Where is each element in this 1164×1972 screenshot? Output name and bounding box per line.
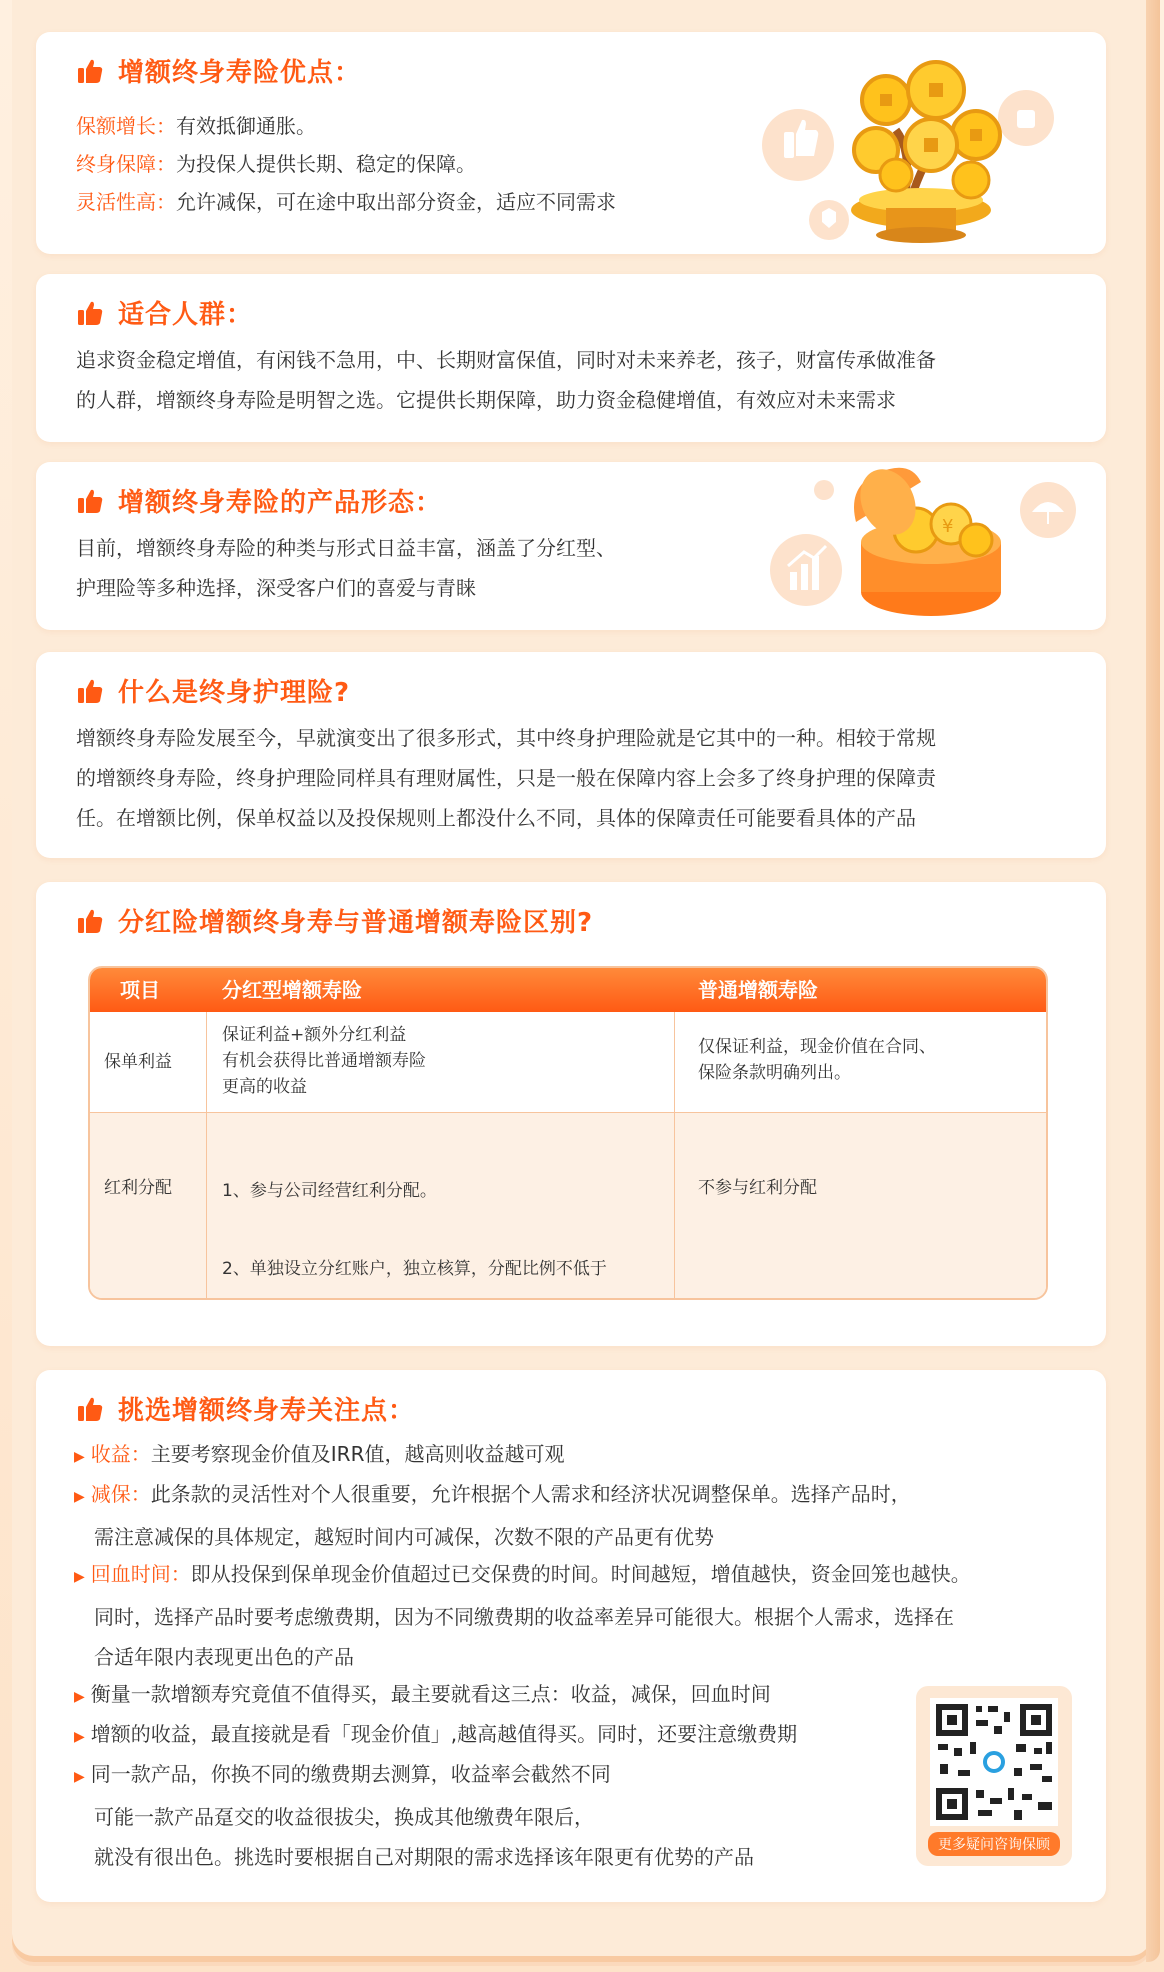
tip-item: ▶ 回血时间：即从投保到保单现金价值超过已交保费的时间。时间越短，增值越快，资金回笼也越快。 同时，选择产品时要考虑缴费期，因为不同缴费期的收益率差异可能很大。根据个人需求，选择在 合适年限内表现更出色的产品 xyxy=(74,1562,971,1669)
qr-code[interactable] xyxy=(930,1698,1058,1826)
row-item: 保单利益 xyxy=(104,1052,172,1072)
triangle-bullet-icon: ▶ xyxy=(74,1569,85,1585)
thumbs-up-icon xyxy=(76,1395,104,1423)
qr-code-icon xyxy=(930,1698,1058,1826)
triangle-bullet-icon: ▶ xyxy=(74,1689,85,1705)
advantage-line: 终身保障：为投保人提供长期、稳定的保障。 xyxy=(76,152,476,176)
section-title: 什么是终身护理险? xyxy=(76,672,350,709)
row-dividend: 保证利益+额外分红利益 有机会获得比普通增额寿险 更高的收益 xyxy=(222,1025,426,1097)
coin-box-illustration xyxy=(736,462,1096,630)
thumbs-up-icon xyxy=(76,677,104,705)
section-title: 适合人群： xyxy=(76,294,253,331)
table-header xyxy=(90,968,1046,1012)
triangle-bullet-icon: ▶ xyxy=(74,1449,85,1465)
section-title: 增额终身寿险的产品形态： xyxy=(76,482,442,519)
header-item: 项目 xyxy=(120,978,160,1002)
table-divider xyxy=(674,1012,675,1298)
card-nursing xyxy=(36,652,1106,858)
triangle-bullet-icon: ▶ xyxy=(74,1769,85,1785)
tip-item: ▶ 衡量一款增额寿究竟值不值得买，最主要就看这三点：收益，减保，回血时间 xyxy=(74,1682,771,1706)
thumbs-up-icon xyxy=(76,299,104,327)
money-tree-illustration xyxy=(736,40,1096,250)
audience-text: 追求资金稳定增值，有闲钱不急用，中、长期财富保值，同时对未来养老，孩子，财富传承做准备 的人群，增额终身寿险是明智之选。它提供长期保障，助力资金稳健增值，有效应对未来需求 xyxy=(76,348,936,412)
thumbs-up-icon xyxy=(76,487,104,515)
advantage-line: 灵活性高：允许减保，可在途中取出部分资金，适应不同需求 xyxy=(76,190,616,214)
table-row xyxy=(90,1012,1046,1112)
triangle-bullet-icon: ▶ xyxy=(74,1489,85,1505)
row-item: 红利分配 xyxy=(104,1178,172,1198)
tip-item: ▶ 收益：主要考察现金价值及IRR值，越高则收益越可观 xyxy=(74,1442,565,1466)
row-normal: 仅保证利益，现金价值在合同、 保险条款明确列出。 xyxy=(698,1037,936,1083)
qr-caption: 更多疑问咨询保顾 xyxy=(916,1832,1072,1856)
header-dividend: 分红型增额寿险 xyxy=(222,978,362,1002)
forms-text: 目前，增额终身寿险的种类与形式日益丰富，涵盖了分红型、 护理险等多种选择，深受客户们的喜爱与青睐 xyxy=(76,536,616,600)
triangle-bullet-icon: ▶ xyxy=(74,1729,85,1745)
nursing-text: 增额终身寿险发展至今，早就演变出了很多形式，其中终身护理险就是它其中的一种。相较于常规 的增额终身寿险，终身护理险同样具有理财属性，只是一般在保障内容上会多了终身护理的保障责 任。在增额比例，保单权益以及投保规则上都没什么不同，具体的保障责任可能要看具体的产品 xyxy=(76,726,936,830)
card-tips xyxy=(36,1370,1106,1902)
qr-code-card[interactable] xyxy=(916,1686,1072,1866)
table-row xyxy=(90,1112,1046,1298)
card-advantages xyxy=(36,32,1106,254)
section-title: 分红险增额终身寿与普通增额寿险区别? xyxy=(76,902,593,939)
section-title: 挑选增额终身寿关注点： xyxy=(76,1390,415,1427)
tip-item: ▶ 减保：此条款的灵活性对个人很重要，允许根据个人需求和经济状况调整保单。选择产品时， 需注意减保的具体规定，越短时间内可减保，次数不限的产品更有优势 xyxy=(74,1482,911,1549)
svg-text:¥: ¥ xyxy=(942,516,954,537)
tip-item: ▶ 同一款产品，你换不同的缴费期去测算，收益率会截然不同 可能一款产品趸交的收益很拔尖，换成其他缴费年限后， 就没有很出色。挑选时要根据自己对期限的需求选择该年限更有优势的产品 xyxy=(74,1762,754,1869)
row-normal: 不参与红利分配 xyxy=(698,1178,817,1198)
row-dividend: 1、参与公司经营红利分配。 2、单独设立分红账户，独立核算，分配比例不低于 xyxy=(222,1181,607,1279)
thumbs-up-icon xyxy=(76,907,104,935)
comparison-table xyxy=(88,966,1048,1300)
card-audience xyxy=(36,274,1106,442)
table-divider xyxy=(90,1112,1046,1113)
page-edge xyxy=(1146,0,1160,1962)
advantage-line: 保额增长：有效抵御通胀。 xyxy=(76,114,316,138)
table-divider xyxy=(206,1012,207,1298)
card-forms xyxy=(36,462,1106,630)
card-compare xyxy=(36,882,1106,1346)
thumbs-up-icon xyxy=(76,57,104,85)
header-normal: 普通增额寿险 xyxy=(698,978,818,1002)
tip-item: ▶ 增额的收益，最直接就是看「现金价值」,越高越值得买。同时，还要注意缴费期 xyxy=(74,1722,798,1746)
section-title: 增额终身寿险优点： xyxy=(76,52,361,89)
